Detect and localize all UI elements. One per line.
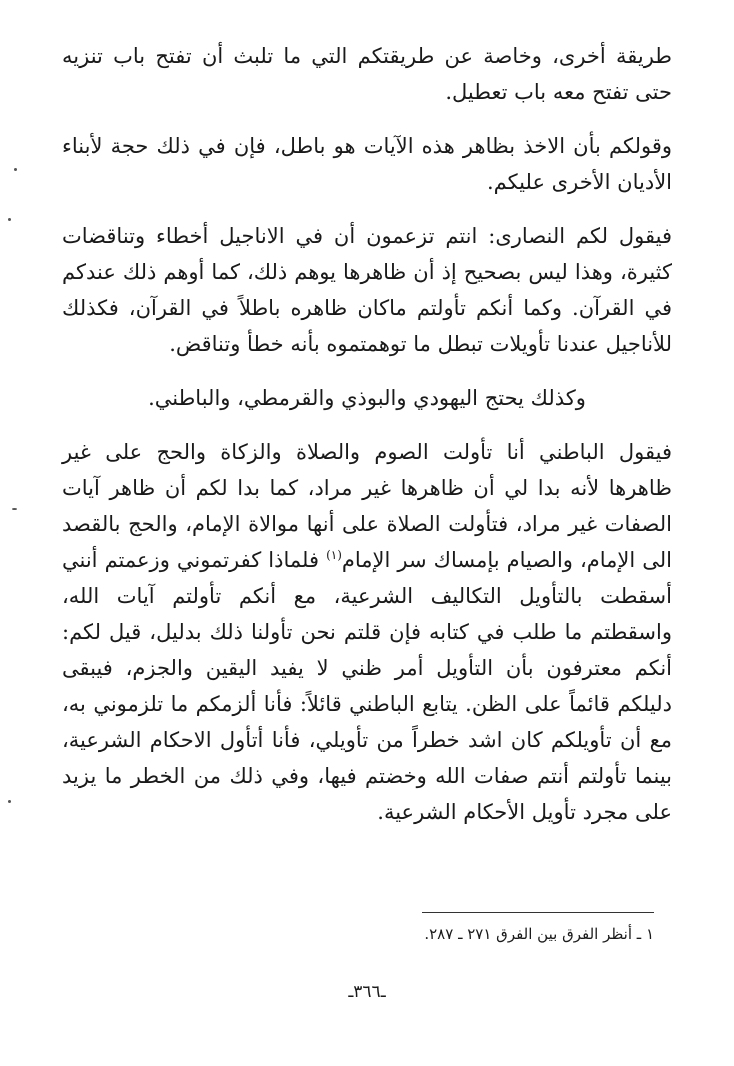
- footnote-divider: [422, 912, 654, 913]
- paragraph-4: وكذلك يحتج اليهودي والبوذي والقرمطي، والباطني.: [148, 386, 586, 410]
- margin-speck: [8, 800, 11, 803]
- margin-speck: [14, 168, 17, 171]
- paragraph-5-part-2: فلماذا كفرتموني وزعمتم أنني أسقطت بالتأويل التكاليف الشرعية، مع أنكم تأولتم آيات الله، واسقطتم ما طلب في كتابه فإن قلتم نحن تأولنا ذلك بدليل، قيل لكم: أنكم معترفون بأن التأويل أمر ظني لا يفيد اليقين والجزم، فيبقى دليلكم قائماً على الظن. يتابع الباطني قائلاً: فأنا ألزمكم ما تلزموني به، مع أن تأويلكم كان اشد خطراً من تأويلي، فأنا أتأول الاحكام الشرعية، بينما تأولتم أنتم صفات الله وخضتم فيها، وفي ذلك من الخطر ما يزيد على مجرد تأويل الأحكام الشرعية.: [62, 548, 672, 824]
- margin-speck: [8, 218, 11, 221]
- paragraph-5: [62, 434, 672, 830]
- paragraph-5-part-1: فيقول الباطني أنا تأولت الصوم والصلاة والزكاة والحج على غير ظاهرها لأنه بدا لي أن ظاهرها غير مراد، كما بدا لكم أن ظاهر آيات الصفات غير مراد، فتأولت الصلاة على أنها موالاة الإمام، والحج بالقصد الى الإمام، والصيام بإمساك سر الإمام: [62, 440, 673, 572]
- paragraph-3: فيقول لكم النصارى: انتم تزعمون أن في الاناجيل أخطاء وتناقضات كثيرة، وهذا ليس بصحيح إذ أن ظاهرها يوهم ذلك، كما أوهم ذلك عندكم في القرآن. وكما أنكم تأولتم ماكان ظاهره باطلاً في القرآن، فكذلك للأناجيل عندنا تأويلات تبطل ما توهمتموه بأنه خطأ وتناقض.: [62, 224, 672, 356]
- footnote: ١ ـ أنظر الفرق بين الفرق ٢٧١ ـ ٢٨٧.: [424, 925, 654, 943]
- page-body: [62, 38, 672, 848]
- paragraph-1: طريقة أخرى، وخاصة عن طريقتكم التي ما تلبث أن تفتح باب تنزيه حتى تفتح معه باب تعطيل.: [62, 44, 672, 104]
- footnote-reference[interactable]: (١): [326, 548, 342, 562]
- paragraph-2: وقولكم بأن الاخذ بظاهر هذه الآيات هو باطل، فإن في ذلك حجة لأبناء الأديان الأخرى عليكم.: [62, 134, 672, 194]
- page-number: ـ٣٦٦ـ: [348, 982, 386, 1002]
- margin-speck: [12, 508, 17, 510]
